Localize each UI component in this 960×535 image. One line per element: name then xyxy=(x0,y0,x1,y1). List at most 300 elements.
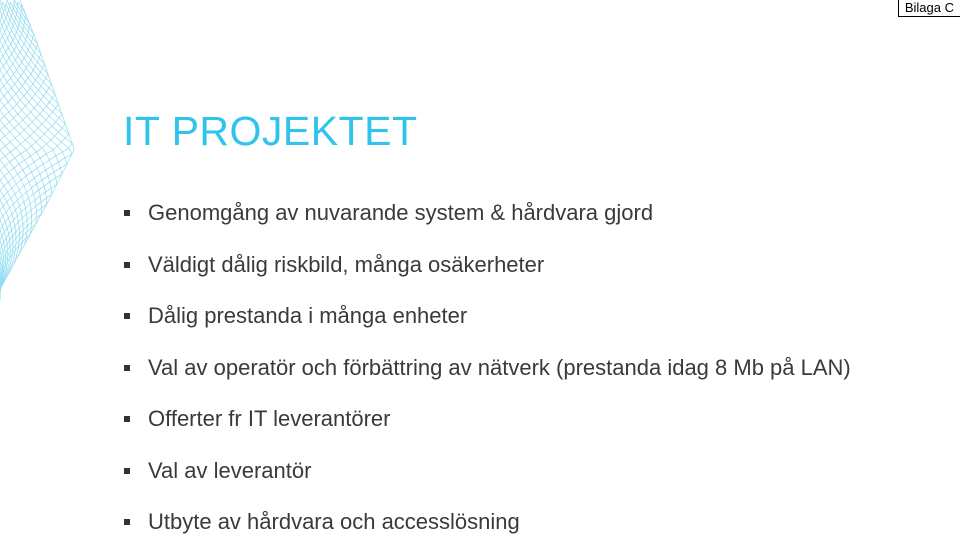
mesh-line xyxy=(31,188,33,194)
bullet-text: Väldigt dålig riskbild, många osäkerheter xyxy=(148,251,545,277)
mesh-line xyxy=(0,16,2,20)
mesh-line xyxy=(52,166,54,172)
mesh-line xyxy=(11,16,14,22)
mesh-line xyxy=(0,170,4,176)
mesh-line xyxy=(48,75,50,80)
mesh-line xyxy=(5,244,7,248)
mesh-line xyxy=(0,110,4,116)
mesh-line xyxy=(2,232,4,236)
mesh-line xyxy=(19,66,23,72)
mesh-line xyxy=(30,84,33,88)
mesh-line xyxy=(14,164,19,168)
mesh-line xyxy=(10,138,15,142)
mesh-line xyxy=(31,206,36,210)
mesh-line xyxy=(2,6,4,12)
mesh-line xyxy=(20,100,25,106)
mesh-line xyxy=(36,142,42,148)
mesh-line xyxy=(25,140,31,146)
mesh-line xyxy=(4,106,9,112)
mesh-line xyxy=(40,72,45,78)
mesh-line xyxy=(50,182,51,188)
mesh-line xyxy=(0,66,3,70)
mesh-line xyxy=(49,160,52,166)
mesh-line xyxy=(15,60,19,66)
bullet-text: Genomgång av nuvarande system & hårdvara gjord xyxy=(148,200,654,225)
mesh-line xyxy=(0,0,2,6)
mesh-line xyxy=(3,52,6,56)
mesh-line xyxy=(6,212,8,218)
mesh-line xyxy=(12,184,17,188)
mesh-line xyxy=(34,158,40,162)
mesh-line xyxy=(38,100,41,104)
mesh-line xyxy=(28,46,30,50)
mesh-line xyxy=(14,168,18,174)
mesh-line xyxy=(21,76,26,82)
mesh-line xyxy=(10,20,13,26)
square-bullet-icon xyxy=(124,210,130,216)
mesh-line xyxy=(26,54,30,60)
mesh-line xyxy=(0,50,3,56)
mesh-line xyxy=(37,168,40,174)
mesh-line xyxy=(41,55,43,60)
mesh-line xyxy=(22,30,23,34)
mesh-line xyxy=(28,74,31,78)
mesh-line xyxy=(22,62,26,68)
mesh-line xyxy=(14,216,18,220)
mesh-line xyxy=(12,50,14,54)
mesh-line xyxy=(36,114,40,118)
mesh-line xyxy=(2,222,5,226)
mesh-line xyxy=(46,88,49,92)
mesh-line xyxy=(16,144,21,148)
mesh-line xyxy=(28,78,33,84)
mesh-line xyxy=(23,226,27,230)
mesh-line xyxy=(55,132,59,136)
mesh-line xyxy=(52,126,59,132)
mesh-line xyxy=(4,22,7,28)
attachment-label: Bilaga C xyxy=(898,0,960,17)
mesh-line xyxy=(21,208,25,212)
mesh-line xyxy=(23,30,27,36)
mesh-line xyxy=(69,148,72,154)
mesh-line xyxy=(0,116,4,120)
mesh-line xyxy=(23,116,27,120)
mesh-line xyxy=(0,20,2,26)
mesh-line xyxy=(5,222,7,228)
mesh-line xyxy=(42,120,46,124)
mesh-line xyxy=(34,108,40,114)
mesh-line xyxy=(31,42,36,48)
mesh-line xyxy=(56,152,63,156)
mesh-line xyxy=(40,196,41,202)
mesh-line xyxy=(9,168,14,172)
mesh-line xyxy=(14,50,18,56)
mesh-line xyxy=(52,112,58,118)
mesh-line xyxy=(46,170,48,176)
mesh-line xyxy=(13,232,16,236)
mesh-line xyxy=(0,200,3,206)
mesh-line xyxy=(0,246,2,250)
mesh-line xyxy=(23,170,26,176)
mesh-line xyxy=(15,84,19,90)
mesh-line xyxy=(43,106,46,110)
mesh-line xyxy=(10,34,13,40)
mesh-line xyxy=(13,22,14,26)
mesh-line xyxy=(12,188,15,194)
mesh-line xyxy=(44,92,47,96)
mesh-line xyxy=(7,72,11,78)
mesh-line xyxy=(4,192,8,196)
mesh-line xyxy=(0,166,5,170)
mesh-line xyxy=(5,248,6,254)
mesh-line xyxy=(22,82,25,86)
bullet-text: Dålig prestanda i många enheter xyxy=(148,303,468,328)
mesh-line xyxy=(18,56,22,62)
mesh-line xyxy=(6,52,9,58)
mesh-line xyxy=(22,214,26,218)
mesh-line xyxy=(10,224,11,230)
mesh-line xyxy=(37,62,42,68)
mesh-line xyxy=(29,194,34,198)
mesh-line xyxy=(46,92,52,98)
mesh-line xyxy=(13,60,16,64)
mesh-line xyxy=(6,208,10,212)
mesh-line xyxy=(22,86,27,92)
mesh-line xyxy=(49,98,52,102)
mesh-line xyxy=(42,176,48,180)
mesh-line xyxy=(40,110,43,114)
mesh-line xyxy=(19,20,20,24)
mesh-line xyxy=(51,188,52,194)
mesh-line xyxy=(16,206,20,210)
mesh-line xyxy=(30,42,32,46)
bullet-item xyxy=(124,404,851,456)
mesh-line xyxy=(0,70,3,76)
mesh-line xyxy=(0,90,4,96)
mesh-line xyxy=(20,52,24,58)
mesh-line xyxy=(10,148,15,152)
mesh-line xyxy=(9,58,13,64)
mesh-line xyxy=(34,132,40,138)
mesh-line xyxy=(3,252,4,258)
mesh-line xyxy=(51,140,58,146)
mesh-line xyxy=(37,180,43,184)
mesh-line xyxy=(4,102,8,106)
mesh-line xyxy=(0,36,2,40)
mesh-line xyxy=(27,210,32,214)
mesh-line xyxy=(7,244,8,250)
mesh-line xyxy=(61,142,68,148)
mesh-line xyxy=(26,150,30,156)
mesh-line xyxy=(12,210,16,214)
mesh-line xyxy=(54,168,60,172)
mesh-line xyxy=(0,46,3,50)
bullet-text: Offerter fr IT leverantörer xyxy=(148,406,391,431)
mesh-line xyxy=(28,166,31,172)
mesh-line xyxy=(52,85,54,90)
mesh-line xyxy=(27,32,28,36)
mesh-line xyxy=(49,102,55,108)
mesh-line xyxy=(22,196,24,202)
bullet-item xyxy=(124,456,851,508)
mesh-line xyxy=(16,42,18,46)
mesh-line xyxy=(34,52,39,58)
mesh-line xyxy=(20,0,22,5)
mesh-line xyxy=(18,38,20,42)
mesh-line xyxy=(24,68,27,72)
mesh-line xyxy=(5,132,10,136)
mesh-line xyxy=(5,218,8,222)
mesh-line xyxy=(8,98,12,102)
mesh-line xyxy=(5,42,8,48)
mesh-line xyxy=(18,222,19,228)
mesh-line xyxy=(38,86,41,90)
mesh-line xyxy=(11,12,12,16)
mesh-line xyxy=(72,150,75,155)
mesh-line xyxy=(8,48,11,54)
mesh-line xyxy=(38,124,42,128)
mesh-line xyxy=(35,90,38,94)
mesh-line xyxy=(56,156,59,162)
mesh-line xyxy=(22,245,25,250)
mesh-line xyxy=(9,6,10,10)
mesh-line xyxy=(10,16,11,20)
mesh-line xyxy=(31,184,36,188)
mesh-line xyxy=(19,160,25,164)
mesh-line xyxy=(33,194,35,200)
mesh-line xyxy=(16,94,21,100)
mesh-line xyxy=(24,130,30,136)
mesh-line xyxy=(48,176,50,182)
mesh-line xyxy=(5,38,7,42)
mesh-line xyxy=(0,250,1,256)
mesh-line xyxy=(4,96,8,102)
mesh-line xyxy=(0,156,5,160)
mesh-line xyxy=(13,174,18,178)
mesh-line xyxy=(15,222,19,226)
mesh-line xyxy=(58,132,65,138)
mesh-line xyxy=(7,28,10,34)
mesh-line xyxy=(7,10,8,14)
mesh-line xyxy=(10,2,13,8)
mesh-line xyxy=(13,26,16,32)
mesh-line xyxy=(34,162,37,168)
mesh-line xyxy=(4,172,9,176)
mesh-line xyxy=(16,210,18,216)
mesh-line xyxy=(20,202,24,206)
mesh-line xyxy=(41,100,47,106)
mesh-line xyxy=(47,140,51,144)
mesh-line xyxy=(25,18,26,22)
mesh-line xyxy=(4,18,6,22)
mesh-line xyxy=(3,46,6,52)
mesh-line xyxy=(14,74,18,80)
mesh-line xyxy=(36,80,41,86)
mesh-line xyxy=(10,158,15,162)
mesh-line xyxy=(43,64,45,68)
mesh-line xyxy=(0,196,4,200)
bullet-item xyxy=(124,353,851,405)
mesh-line xyxy=(31,38,32,42)
mesh-line xyxy=(12,8,13,12)
mesh-line xyxy=(40,192,45,196)
mesh-line xyxy=(32,218,37,222)
mesh-line xyxy=(3,56,6,62)
mesh-line xyxy=(30,136,36,142)
mesh-line xyxy=(41,86,47,92)
mesh-line xyxy=(0,140,5,146)
mesh-line xyxy=(58,128,62,132)
mesh-line xyxy=(31,210,32,216)
mesh-line xyxy=(0,226,2,230)
mesh-line xyxy=(5,32,8,38)
mesh-line xyxy=(0,236,2,240)
mesh-line xyxy=(16,14,20,20)
bullet-text: Val av operatör och förbättring av nätverk (prestanda idag 8 Mb på LAN) xyxy=(148,354,851,380)
mesh-line xyxy=(52,122,56,126)
mesh-line xyxy=(20,130,24,134)
mesh-line xyxy=(14,18,15,22)
mesh-line xyxy=(26,176,29,182)
mesh-line xyxy=(56,178,57,184)
mesh-line xyxy=(29,102,34,108)
mesh-line xyxy=(18,80,22,86)
mesh-line xyxy=(15,194,18,200)
mesh-line xyxy=(0,220,2,226)
mesh-line xyxy=(52,94,55,98)
mesh-line xyxy=(18,28,22,34)
mesh-line xyxy=(65,134,69,138)
mesh-line xyxy=(20,134,26,140)
mesh-line xyxy=(29,64,34,70)
mesh-line xyxy=(0,6,2,10)
mesh-line xyxy=(10,260,11,266)
mesh-line xyxy=(9,108,13,112)
mesh-line xyxy=(21,212,22,218)
mesh-line xyxy=(0,80,4,86)
mesh-line xyxy=(31,60,36,66)
mesh-line xyxy=(40,68,42,72)
mesh-line xyxy=(3,202,7,206)
mesh-line xyxy=(10,152,15,158)
mesh-line xyxy=(30,204,31,210)
mesh-line xyxy=(23,166,28,170)
mesh-line xyxy=(10,6,13,12)
mesh-line xyxy=(36,118,42,124)
mesh-line xyxy=(0,150,5,156)
bullet-text: Val av leverantör xyxy=(148,457,312,483)
mesh-line xyxy=(50,178,56,182)
mesh-line xyxy=(45,192,46,198)
mesh-line xyxy=(0,86,4,90)
mesh-line xyxy=(7,224,10,228)
mesh-line xyxy=(7,68,10,72)
mesh-line xyxy=(15,56,17,60)
mesh-line xyxy=(28,162,34,166)
mesh-line xyxy=(28,32,33,38)
mesh-line xyxy=(19,86,22,90)
mesh-line xyxy=(9,230,12,234)
mesh-line xyxy=(4,82,8,86)
mesh-line xyxy=(24,92,27,96)
mesh-line xyxy=(19,186,24,190)
mesh-line xyxy=(49,156,56,160)
mesh-line xyxy=(10,208,12,214)
mesh-line xyxy=(18,52,20,56)
mesh-line xyxy=(9,112,14,118)
mesh-line xyxy=(31,108,35,112)
mesh-line xyxy=(46,120,52,126)
mesh-line xyxy=(9,234,10,240)
mesh-line xyxy=(13,256,15,262)
mesh-line xyxy=(15,154,21,158)
mesh-line xyxy=(3,62,6,66)
mesh-line xyxy=(17,216,18,222)
mesh-line xyxy=(46,166,52,170)
mesh-line xyxy=(20,34,21,38)
mesh-line xyxy=(15,226,16,232)
mesh-line xyxy=(32,94,35,98)
mesh-line xyxy=(35,200,36,206)
mesh-line xyxy=(19,24,23,30)
mesh-line xyxy=(22,34,26,40)
mesh-line xyxy=(14,118,19,124)
mesh-line xyxy=(3,42,6,46)
mesh-line xyxy=(18,110,22,114)
mesh-line xyxy=(34,128,38,132)
mesh-line xyxy=(15,80,18,84)
mesh-line xyxy=(22,58,24,62)
mesh-line xyxy=(20,16,21,20)
mesh-line xyxy=(47,144,53,150)
mesh-line xyxy=(10,128,15,132)
mesh-line xyxy=(40,154,46,158)
mesh-line xyxy=(2,32,4,36)
mesh-line xyxy=(55,95,57,100)
mesh-line xyxy=(18,24,19,28)
mesh-line xyxy=(33,190,38,194)
mesh-line xyxy=(33,66,35,70)
mesh-line xyxy=(30,156,34,162)
mesh-line xyxy=(5,28,7,32)
mesh-line xyxy=(26,40,30,46)
mesh-line xyxy=(36,208,41,212)
mesh-line xyxy=(27,222,31,226)
mesh-line xyxy=(69,135,71,140)
mesh-line xyxy=(34,48,36,52)
mesh-line xyxy=(59,114,62,118)
mesh-line xyxy=(3,2,5,8)
mesh-line xyxy=(8,34,10,38)
mesh-line xyxy=(13,108,18,114)
mesh-line xyxy=(12,12,15,18)
mesh-line xyxy=(4,176,8,182)
mesh-line xyxy=(0,190,4,196)
mesh-line xyxy=(36,202,41,206)
mesh-line xyxy=(20,20,24,26)
mesh-line xyxy=(8,102,13,108)
mesh-line xyxy=(12,54,16,60)
mesh-line xyxy=(33,80,36,84)
mesh-line xyxy=(33,56,38,62)
square-bullet-icon xyxy=(124,416,130,422)
mesh-line xyxy=(24,198,29,202)
mesh-line xyxy=(26,64,28,68)
mesh-line xyxy=(5,162,10,166)
bullet-text: Utbyte av hårdvara och accesslösning xyxy=(148,509,520,534)
mesh-line xyxy=(26,50,28,54)
mesh-line xyxy=(13,8,16,14)
